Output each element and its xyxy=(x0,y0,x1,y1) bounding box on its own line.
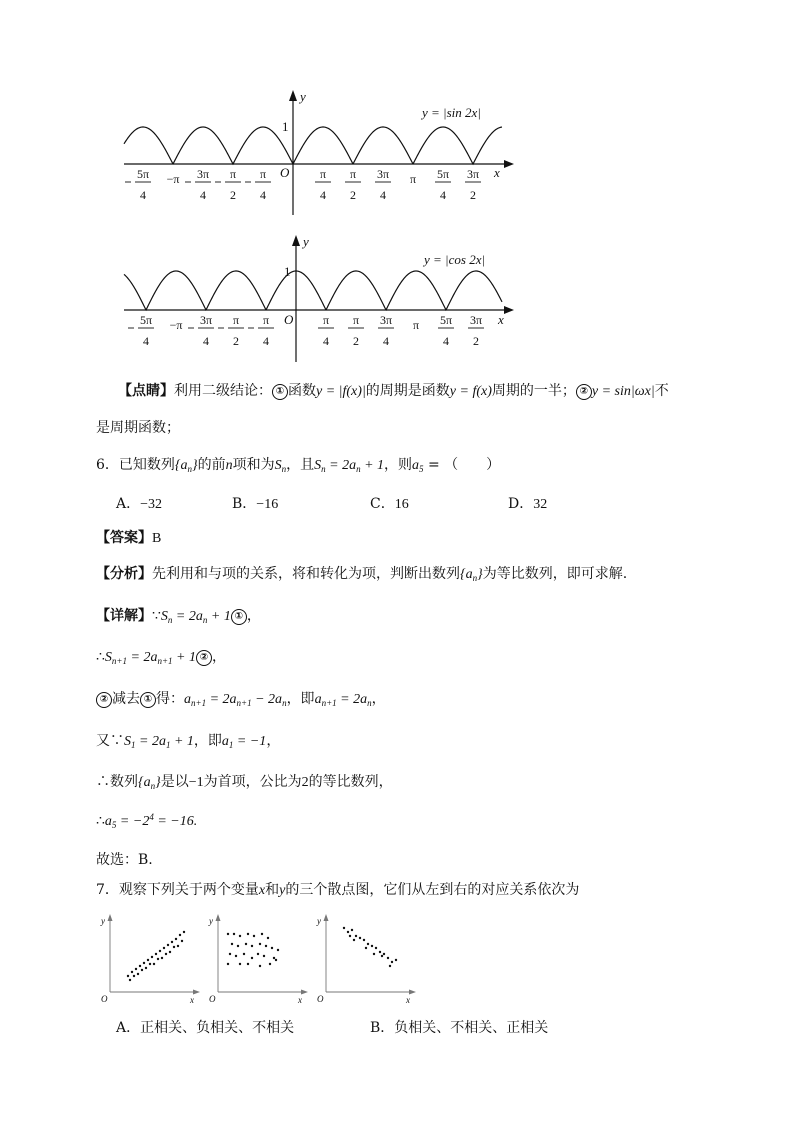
text: ，则 xyxy=(384,457,413,473)
x-tick-denominator: 2 xyxy=(473,334,479,348)
scatter-point xyxy=(231,943,233,945)
option-c[interactable]: C．16 xyxy=(370,496,409,512)
scatter-point xyxy=(243,953,245,955)
circled-2: ② xyxy=(196,650,212,666)
plot-origin-label: O xyxy=(317,994,324,1004)
x-tick-denominator: 4 xyxy=(380,188,386,202)
scatter-point xyxy=(127,975,129,977)
scatter-point xyxy=(169,951,171,953)
x-axis-label: x xyxy=(498,312,504,327)
scatter-point xyxy=(151,956,153,958)
scatter-point xyxy=(359,937,361,939)
x-axis-arrow-icon xyxy=(504,160,514,168)
x-tick-numerator: 3π xyxy=(469,313,483,327)
scatter-point xyxy=(271,947,273,949)
scatter-point xyxy=(261,933,263,935)
text: 的前 xyxy=(197,457,226,473)
scatter-point xyxy=(389,965,391,967)
x-tick-denominator: 2 xyxy=(350,188,356,202)
scatter-point xyxy=(183,931,185,933)
scatter-point xyxy=(343,927,345,929)
dianjing-text: 函数 xyxy=(288,383,316,399)
x-tick-numerator: π xyxy=(229,167,237,181)
scatter-point xyxy=(181,940,183,942)
x-tick-denominator: 4 xyxy=(203,334,209,348)
dianjing-text: 不 xyxy=(654,383,669,399)
x-tick-denominator: 2 xyxy=(233,334,239,348)
scatter-point xyxy=(233,933,235,935)
x-tick-denominator: 4 xyxy=(320,188,326,202)
plot-x-label: x xyxy=(406,995,410,1005)
scatter-point xyxy=(129,979,131,981)
scatter-point xyxy=(145,967,147,969)
x-tick-numerator: π xyxy=(349,167,357,181)
plot-y-label: y xyxy=(209,916,213,926)
scatter-point xyxy=(139,965,141,967)
scatter-point xyxy=(227,933,229,935)
scatter-point xyxy=(143,962,145,964)
curve-abs-sin2x xyxy=(124,127,502,164)
scatter-point xyxy=(277,949,279,951)
scatter-plot-2 xyxy=(208,914,308,1005)
scatter-point xyxy=(147,959,149,961)
scatter-plot-group xyxy=(100,914,416,1005)
x-tick-numerator: π xyxy=(352,313,360,327)
scatter-point xyxy=(257,953,259,955)
scatter-point xyxy=(273,957,275,959)
scatter-plots xyxy=(96,910,436,1005)
scatter-point xyxy=(251,957,253,959)
scatter-point xyxy=(149,963,151,965)
scatter-point xyxy=(355,935,357,937)
circled-1: ① xyxy=(231,609,247,625)
text: 先利用和与项的关系，将和转化为项，判断出数列 xyxy=(152,566,460,582)
plot-y-label: y xyxy=(317,916,321,926)
x-tick-numerator: 5π xyxy=(136,167,150,181)
x-tick-numerator: 3π xyxy=(379,313,393,327)
dianjing-line2: 是周期函数； xyxy=(96,420,180,436)
scatter-point xyxy=(391,961,393,963)
option-d[interactable]: D．32 xyxy=(508,496,548,512)
x-tick-numerator: 5π xyxy=(139,313,153,327)
x-tick-numerator: 3π xyxy=(196,167,210,181)
x-tick-numerator: 5π xyxy=(436,167,450,181)
formula: $\{a_n\}$ xyxy=(174,458,198,474)
x-tick-denominator: 2 xyxy=(353,334,359,348)
x-tick-denominator: 4 xyxy=(440,188,446,202)
formula: y = sin|ωx| xyxy=(591,384,655,399)
scatter-point xyxy=(381,955,383,957)
plot-x-label: x xyxy=(190,995,194,1005)
scatter-point xyxy=(245,943,247,945)
detail-line-1: 【详解】$\because S_n = 2a_n + 1$ ① ， xyxy=(96,608,261,625)
detail-line-3: ② 减去 ① 得：$a_{n+1} = 2a_{n+1} - 2a_n$，即$a_{n+1} = 2a_n$， xyxy=(96,688,386,708)
scatter-point xyxy=(365,947,367,949)
scatter-point xyxy=(247,933,249,935)
answer-tag: 【答案】 xyxy=(96,530,152,546)
scatter-point xyxy=(383,953,385,955)
dianjing-text: 利用二级结论： xyxy=(174,383,272,399)
scatter-point xyxy=(229,953,231,955)
scatter-point xyxy=(265,945,267,947)
x-tick-denominator: 4 xyxy=(323,334,329,348)
axis-arrow-icon xyxy=(108,914,113,921)
axis-arrow-icon xyxy=(193,990,200,995)
x-axis-arrow-icon xyxy=(504,306,514,314)
x-tick-numerator: π xyxy=(259,167,267,181)
scatter-point xyxy=(171,941,173,943)
scatter-point xyxy=(269,963,271,965)
scatter-point xyxy=(163,947,165,949)
scatter-point xyxy=(267,937,269,939)
detail-line-5: ∴数列$\{a_n\}$是以−1为首项，公比为2的等比数列， xyxy=(96,774,393,791)
formula: $S_n$ xyxy=(274,458,287,474)
text: 已知数列 xyxy=(118,457,175,473)
axis-arrow-icon xyxy=(409,990,416,995)
x-tick-numerator: 5π xyxy=(439,313,453,327)
x-tick-denominator: 4 xyxy=(383,334,389,348)
scatter-point xyxy=(259,943,261,945)
formula: $a_5$ xyxy=(412,458,424,474)
scatter-point xyxy=(239,963,241,965)
plot-origin-label: O xyxy=(209,994,216,1004)
x-tick-label: π xyxy=(409,172,417,186)
scatter-point xyxy=(363,939,365,941)
y-axis-arrow-icon xyxy=(289,90,297,101)
one-label: 1 xyxy=(282,119,289,134)
scatter-point xyxy=(353,939,355,941)
circled-1: ① xyxy=(272,384,288,400)
origin-label: O xyxy=(284,312,294,327)
x-tick-denominator: 4 xyxy=(263,334,269,348)
scatter-plot-1 xyxy=(100,914,200,1005)
x-axis-label: x xyxy=(494,165,500,180)
question-7-stem: 7．观察下列关于两个变量x和y的三个散点图，它们从左到右的对应关系依次为 xyxy=(96,882,580,898)
scatter-point xyxy=(137,973,139,975)
formula: n xyxy=(225,458,233,473)
scatter-point xyxy=(387,957,389,959)
question-6-stem xyxy=(96,454,500,474)
x-tick-numerator: 3π xyxy=(466,167,480,181)
one-label: 1 xyxy=(284,264,291,279)
function-label: y = |cos 2x| xyxy=(424,252,486,267)
axis-arrow-icon xyxy=(216,914,221,921)
y-axis-arrow-icon xyxy=(292,235,300,246)
answer-line xyxy=(96,527,161,547)
x-tick-numerator: 3π xyxy=(199,313,213,327)
scatter-point xyxy=(347,931,349,933)
plot-y-label: y xyxy=(101,916,105,926)
x-tick-numerator: π xyxy=(322,313,330,327)
dianjing-tag: 【点睛】 xyxy=(118,383,174,399)
scatter-point xyxy=(159,950,161,952)
x-tick-denominator: 4 xyxy=(140,188,146,202)
scatter-point xyxy=(141,969,143,971)
curve-abs-cos2x xyxy=(124,271,502,310)
circled-2: ② xyxy=(96,692,112,708)
x-tick-denominator: 2 xyxy=(470,188,476,202)
question-number: 6． xyxy=(96,457,119,473)
scatter-point xyxy=(155,953,157,955)
graph-abs-sin2x xyxy=(110,85,530,220)
formula: y = f(x) xyxy=(449,384,492,399)
detail-tag: 【详解】 xyxy=(96,608,152,624)
x-tick-label: π xyxy=(412,318,420,332)
origin-label: O xyxy=(280,165,290,180)
scatter-point xyxy=(247,963,249,965)
scatter-point xyxy=(133,975,135,977)
formula: y = |f(x)| xyxy=(316,384,366,399)
scatter-point xyxy=(131,971,133,973)
x-tick-numerator: π xyxy=(262,313,270,327)
scatter-point xyxy=(227,963,229,965)
choose-line: 故选：B. xyxy=(96,852,153,868)
option-a[interactable]: A．−32 xyxy=(116,496,163,512)
y-axis-label: y xyxy=(300,89,306,104)
circled-1: ① xyxy=(140,692,156,708)
scatter-point xyxy=(235,955,237,957)
scatter-point xyxy=(275,959,277,961)
scatter-point xyxy=(395,959,397,961)
text: ，且 xyxy=(286,457,315,473)
text: 项和为 xyxy=(232,457,275,473)
scatter-point xyxy=(351,929,353,931)
text: = （ ） xyxy=(423,457,501,473)
graph-abs-cos2x xyxy=(110,232,530,367)
scatter-point xyxy=(153,963,155,965)
x-tick-denominator: 4 xyxy=(200,188,206,202)
x-tick-label: −π xyxy=(169,318,183,332)
scatter-point xyxy=(379,951,381,953)
answer-value: B xyxy=(152,531,162,546)
x-tick-numerator: π xyxy=(319,167,327,181)
y-axis-label: y xyxy=(303,234,309,249)
plot-origin-label: O xyxy=(101,994,108,1004)
analysis-tag: 【分析】 xyxy=(96,566,152,582)
scatter-point xyxy=(161,957,163,959)
dianjing-text: 的周期是函数 xyxy=(365,383,450,399)
scatter-point xyxy=(349,935,351,937)
question-number: 7． xyxy=(96,882,119,898)
scatter-point xyxy=(239,935,241,937)
scatter-point xyxy=(173,946,175,948)
scatter-point xyxy=(237,945,239,947)
scatter-point xyxy=(177,945,179,947)
scatter-point xyxy=(253,935,255,937)
option-b[interactable]: B．−16 xyxy=(232,496,279,512)
detail-line-4: 又$\because S_1 = 2a_1 + 1$，即$a_1 = -1$， xyxy=(96,733,281,750)
x-tick-denominator: 2 xyxy=(230,188,236,202)
q7-option-a[interactable]: A．正相关、负相关、不相关 xyxy=(116,1020,295,1036)
function-label: y = |sin 2x| xyxy=(422,105,481,120)
text: 为等比数列，即可求解. xyxy=(482,566,628,582)
x-tick-numerator: π xyxy=(232,313,240,327)
scatter-point xyxy=(259,965,261,967)
analysis-line xyxy=(96,563,627,583)
detail-line-6: $\therefore a_5 = -2^4 = -16$. xyxy=(96,812,198,830)
dianjing-line1 xyxy=(118,380,669,400)
scatter-point xyxy=(175,938,177,940)
scatter-point xyxy=(367,943,369,945)
x-tick-labels xyxy=(125,167,481,202)
x-tick-label: −π xyxy=(166,172,180,186)
axis-arrow-icon xyxy=(301,990,308,995)
scatter-point xyxy=(375,947,377,949)
scatter-point xyxy=(135,968,137,970)
scatter-point xyxy=(179,934,181,936)
x-tick-denominator: 4 xyxy=(143,334,149,348)
axis-arrow-icon xyxy=(324,914,329,921)
formula: $\{a_n\}$ xyxy=(460,567,483,583)
scatter-point xyxy=(167,944,169,946)
scatter-point xyxy=(373,953,375,955)
scatter-plot-3 xyxy=(316,914,416,1005)
scatter-point xyxy=(251,945,253,947)
x-tick-numerator: 3π xyxy=(376,167,390,181)
q7-option-b[interactable]: B．负相关、不相关、正相关 xyxy=(370,1020,549,1036)
x-tick-denominator: 4 xyxy=(260,188,266,202)
scatter-point xyxy=(263,955,265,957)
scatter-point xyxy=(371,945,373,947)
detail-line-2: $\therefore S_{n+1} = 2a_{n+1} + 1$ ② ， xyxy=(96,649,226,666)
dianjing-text: 周期的一半； xyxy=(491,383,576,399)
scatter-point xyxy=(165,953,167,955)
formula: $S_n = 2a_n + 1$ xyxy=(314,458,385,474)
plot-x-label: x xyxy=(298,995,302,1005)
x-tick-labels xyxy=(128,313,484,348)
circled-2: ② xyxy=(576,384,592,400)
scatter-point xyxy=(157,958,159,960)
x-tick-denominator: 4 xyxy=(443,334,449,348)
